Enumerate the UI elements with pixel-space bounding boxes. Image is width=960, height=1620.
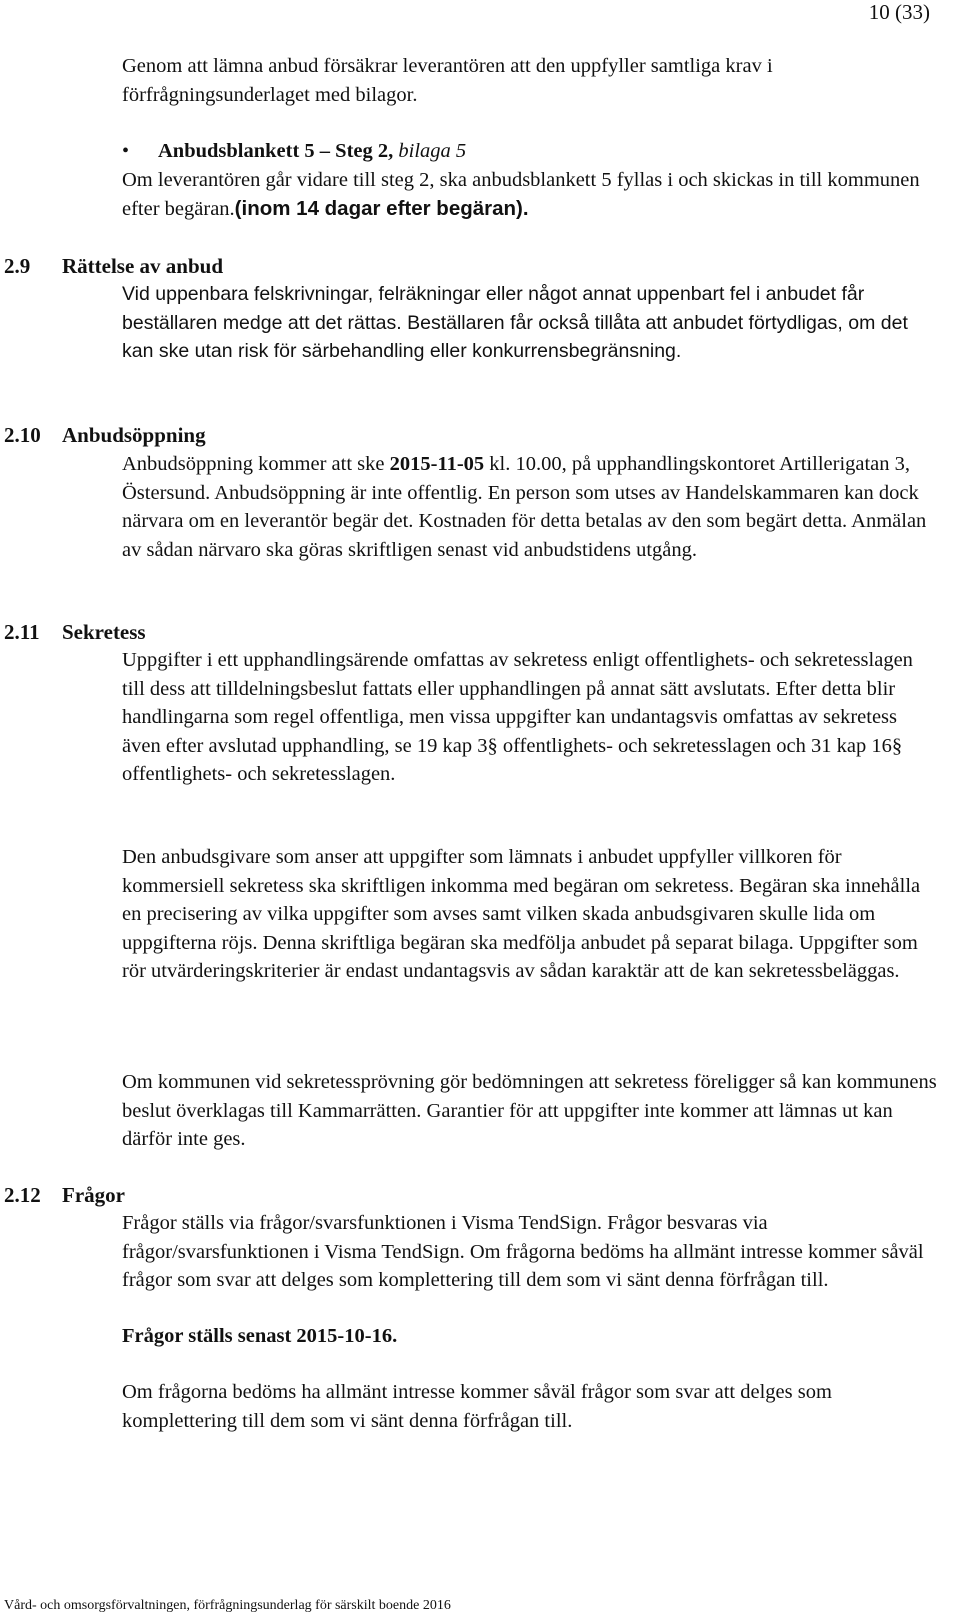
- bullet-icon: •: [122, 140, 130, 162]
- section-title: Anbudsöppning: [62, 423, 206, 447]
- section-2-11-para3: Om kommunen vid sekretessprövning gör bedömningen att sekretess föreligger så kan kommunens beslut överklagas till Kammarrätten. Garantier för att uppgifter inte kommer att lämnas ut kan därför inte ges.: [122, 1071, 937, 1150]
- section-2-10-text-post: kl. 10.00, på upphandlingskontoret Artillerigatan 3, Östersund. Anbudsöppning är inte offentlig. En person som utses av Handelskammaren kan dock närvara om en leverantör begär det. Kostnaden för detta betalas av den som begärt detta. Anmälan av sådan närvaro ska göras skriftligen senast vid anbudstidens utgång.: [122, 453, 927, 561]
- section-2-11-para1: Uppgifter i ett upphandlingsärende omfattas av sekretess enligt offentlighets- och sekretesslagen till dess att tilldelningsbeslut fattats eller upphandlingen på annat sätt avslutats. Efter detta blir handlingarna som regel offentliga, men vissa uppgifter kan undantagsvis omfattas av sekretess även efter avslutad upphandling, se 19 kap 3§ offentlighets- och sekretesslagen och 31 kap 16§ offentlighets- och sekretesslagen.: [122, 649, 913, 785]
- section-body-2-10: [122, 450, 937, 564]
- section-title: Rättelse av anbud: [62, 254, 224, 278]
- section-2-9-text-a: Vid uppenbara felskrivningar, felräkningar eller något annat uppenbart fel i anbudet får beställaren medge att det rättas.: [122, 283, 865, 334]
- section-heading-2-11: [4, 618, 146, 646]
- section-heading-2-12: [4, 1181, 125, 1209]
- bullet-body-bold: (inom 14 dagar efter begäran).: [234, 196, 529, 220]
- bullet-body: [122, 166, 937, 223]
- section-number: 2.9: [4, 254, 31, 278]
- section-body-2-12-para2: [122, 1378, 937, 1435]
- bullet-body-text: Om leverantören går vidare till steg 2, ska anbudsblankett 5 fyllas i och skickas in till kommunen efter begäran.: [122, 169, 920, 220]
- section-2-10-date: 2015-11-05: [389, 453, 485, 475]
- section-heading-2-9: [4, 252, 223, 280]
- section-title: Frågor: [62, 1183, 125, 1207]
- bullet-title-bold: Anbudsblankett 5 – Steg 2,: [158, 140, 394, 162]
- section-2-10-text-pre: Anbudsöppning kommer att ske: [122, 453, 390, 475]
- section-number: 2.12: [4, 1183, 41, 1207]
- section-body-2-11-para1: [122, 646, 937, 789]
- section-2-11-para2: Den anbudsgivare som anser att uppgifter som lämnats i anbudet uppfyller villkoren för kommersiell sekretess ska skriftligen inkomma med begäran om sekretess. Begäran ska innehålla en precisering av vilka uppgifter som avses samt vilken skada anbudsgivaren skulle lida om uppgifterna röjs. Denna skriftliga begäran ska medfölja anbudet på separat bilaga. Uppgifter som rör utvärderingskriterier är endast undantagsvis av sådan karaktär att de kan sekretessbeläggas.: [122, 846, 921, 982]
- bullet-title-italic: bilaga 5: [393, 140, 467, 162]
- section-body-2-9: [122, 280, 937, 366]
- page-footer: Vård- och omsorgsförvaltningen, förfrågningsunderlag för särskilt boende 2016: [4, 1598, 451, 1613]
- page-number: 10 (33): [868, 0, 930, 24]
- section-2-12-para2: Om frågorna bedöms ha allmänt intresse kommer såväl frågor som svar att delges som komplettering till dem som vi sänt denna förfrågan till.: [122, 1381, 832, 1432]
- section-number: 2.10: [4, 423, 41, 447]
- section-body-2-12-deadline: [122, 1322, 937, 1351]
- section-number: 2.11: [4, 620, 40, 644]
- section-2-9-text-b: Beställaren får också tillåta att anbudet förtydligas, om det kan ske utan risk för särbehandling eller konkurrensbegränsning.: [122, 311, 908, 362]
- section-heading-2-10: [4, 421, 206, 449]
- section-2-12-para1: Frågor ställs via frågor/svarsfunktionen i Visma TendSign. Frågor besvaras via frågor/svarsfunktionen i Visma TendSign. Om frågorna bedöms ha allmänt intresse kommer såväl frågor som svar att delges som komplettering till dem som vi sänt denna förfrågan till.: [122, 1212, 924, 1291]
- section-title: Sekretess: [62, 620, 146, 644]
- intro-text: Genom att lämna anbud försäkrar leverantören att den uppfyller samtliga krav i förfrågningsunderlaget med bilagor.: [122, 55, 773, 106]
- section-body-2-12-para1: [122, 1209, 937, 1295]
- bullet-title: [158, 137, 937, 166]
- section-2-12-deadline: Frågor ställs senast 2015-10-16.: [122, 1325, 398, 1347]
- section-body-2-11-para2: [122, 843, 937, 986]
- intro-paragraph: [122, 52, 937, 109]
- section-body-2-11-para3: [122, 1068, 937, 1154]
